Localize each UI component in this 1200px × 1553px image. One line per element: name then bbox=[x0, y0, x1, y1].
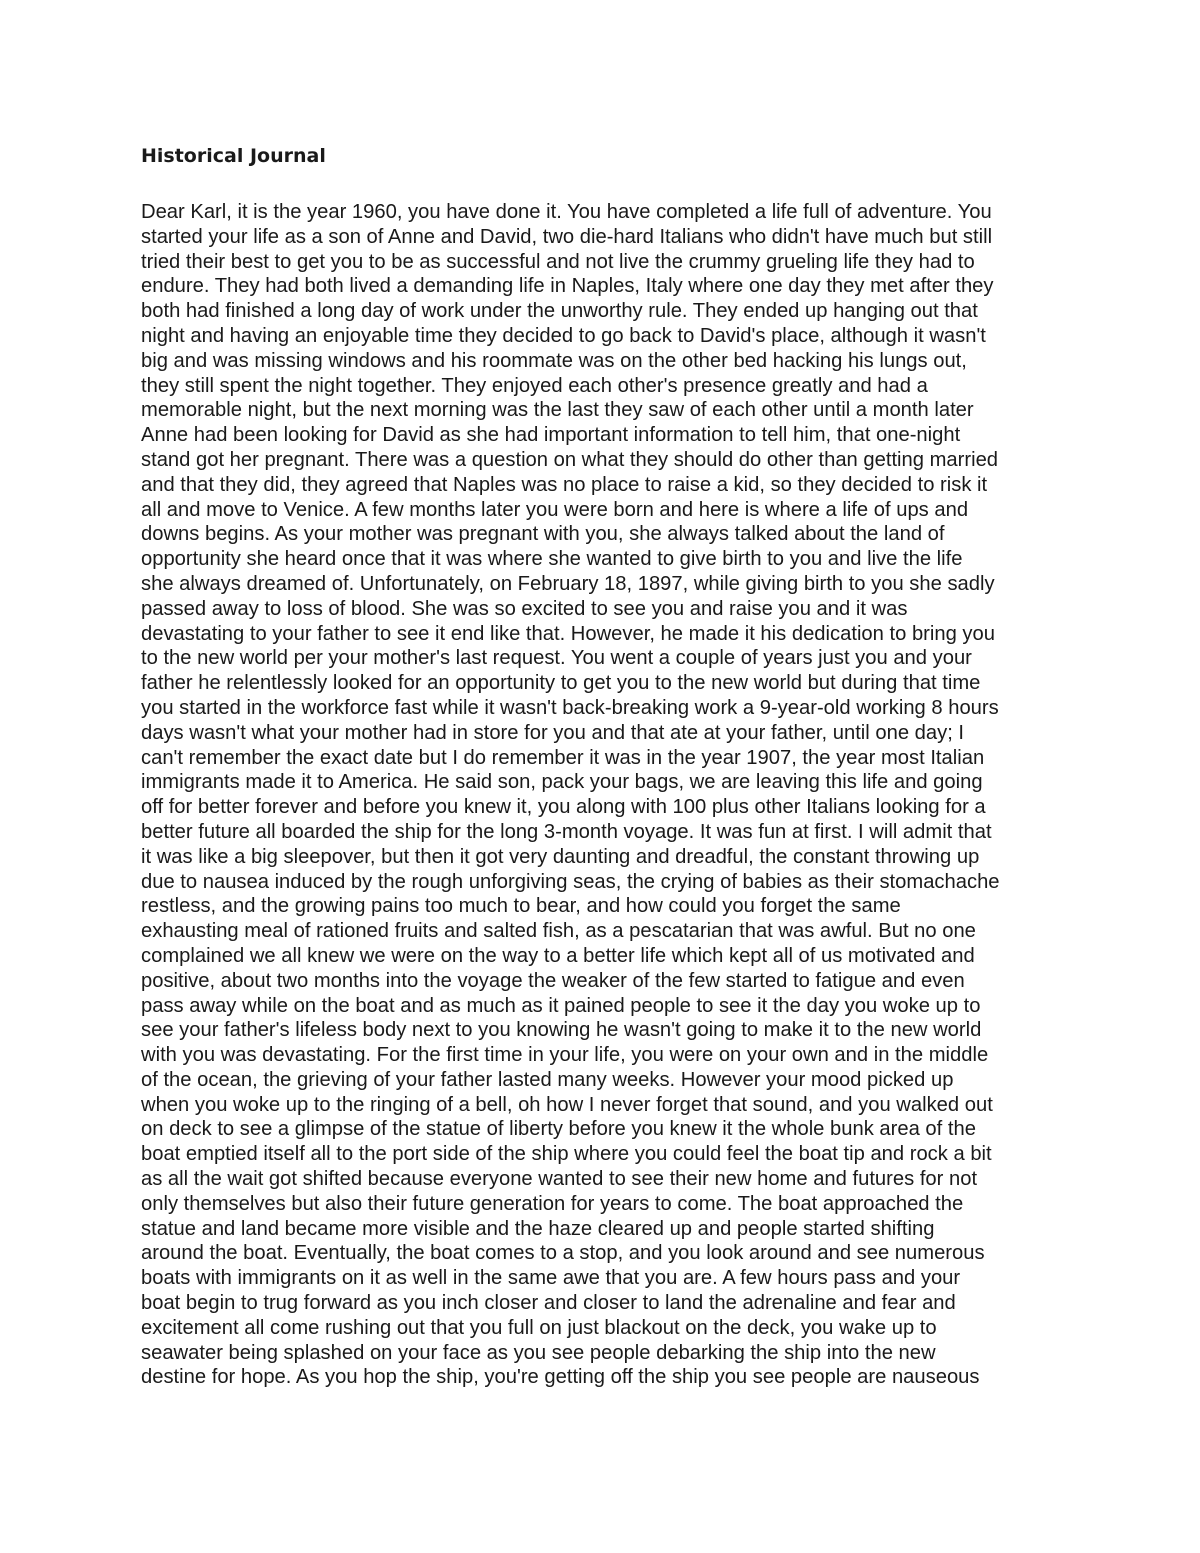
body-text-line: immigrants made it to America. He said son, pack your bags, we are leaving this life and going bbox=[141, 771, 983, 794]
body-text-line: excitement all come rushing out that you full on just blackout on the deck, you wake up to bbox=[141, 1316, 937, 1339]
body-text-line: pass away while on the boat and as much as it pained people to see it the day you woke up to bbox=[141, 994, 981, 1017]
body-text-line: boat emptied itself all to the port side of the ship where you could feel the boat tip and rock a bit bbox=[141, 1143, 992, 1166]
body-text-line: boat begin to trug forward as you inch closer and closer to land the adrenaline and fear and bbox=[141, 1292, 956, 1315]
body-text-line: father he relentlessly looked for an opportunity to get you to the new world but during that time bbox=[141, 672, 981, 695]
body-text-line: it was like a big sleepover, but then it got very daunting and dreadful, the constant throwing up bbox=[141, 845, 980, 868]
body-text-line: see your father's lifeless body next to you knowing he wasn't going to make it to the new world bbox=[141, 1019, 982, 1042]
body-text-line: positive, about two months into the voyage the weaker of the few started to fatigue and even bbox=[141, 969, 965, 992]
body-text-line: with you was devastating. For the first time in your life, you were on your own and in the middle bbox=[141, 1044, 989, 1067]
body-text-line: around the boat. Eventually, the boat comes to a stop, and you look around and see numerous bbox=[141, 1242, 985, 1265]
body-text-line: exhausting meal of rationed fruits and salted fish, as a pescatarian that was awful. But no one bbox=[141, 920, 976, 943]
body-text-line: started your life as a son of Anne and David, two die-hard Italians who didn't have much but still bbox=[141, 225, 993, 248]
body-text-line: off for better forever and before you knew it, you along with 100 plus other Italians looking for a bbox=[141, 796, 986, 819]
body-text-line: both had finished a long day of work under the unworthy rule. They ended up hanging out that bbox=[141, 300, 978, 323]
body-text-line: due to nausea induced by the rough unforgiving seas, the crying of babies as their stomachache bbox=[141, 870, 1000, 893]
body-text-line: when you woke up to the ringing of a bell, oh how I never forget that sound, and you walked out bbox=[141, 1093, 993, 1116]
body-text-line: restless, and the growing pains too much to bear, and how could you forget the same bbox=[141, 895, 901, 918]
body-text-line: devastating to your father to see it end like that. However, he made it his dedication to bring you bbox=[141, 622, 995, 645]
body-text-line: endure. They had both lived a demanding life in Naples, Italy where one day they met after they bbox=[141, 275, 994, 298]
body-text-line: they still spent the night together. They enjoyed each other's presence greatly and had a bbox=[141, 374, 928, 397]
body-text-line: and that they did, they agreed that Naples was no place to raise a kid, so they decided to risk it bbox=[141, 473, 988, 496]
body-text-line: memorable night, but the next morning was the last they saw of each other until a month later bbox=[141, 399, 974, 422]
body-text-line: seawater being splashed on your face as you see people debarking the ship into the new bbox=[141, 1341, 936, 1364]
body-text-line: days wasn't what your mother had in store for you and that ate at your father, until one day; I bbox=[141, 721, 965, 744]
body-text-line: passed away to loss of blood. She was so excited to see you and raise you and it was bbox=[141, 597, 908, 620]
body-text-line: can't remember the exact date but I do remember it was in the year 1907, the year most Italian bbox=[141, 746, 985, 769]
body-text-line: she always dreamed of. Unfortunately, on February 18, 1897, while giving birth to you she sadly bbox=[141, 572, 995, 595]
body-text-line: better future all boarded the ship for the long 3-month voyage. It was fun at first. I will admit that bbox=[141, 820, 992, 843]
body-text-line: Anne had been looking for David as she had important information to tell him, that one-night bbox=[141, 424, 961, 447]
journal-body bbox=[141, 200, 1081, 1390]
body-text-line: you started in the workforce fast while it wasn't back-breaking work a 9-year-old working 8 hours bbox=[141, 696, 999, 719]
page-title: Historical Journal bbox=[141, 145, 326, 167]
body-text-line: of the ocean, the grieving of your father lasted many weeks. However your mood picked up bbox=[141, 1068, 954, 1091]
body-text-line: as all the wait got shifted because everyone wanted to see their new home and futures for not bbox=[141, 1168, 978, 1191]
body-text-line: on deck to see a glimpse of the statue of liberty before you knew it the whole bunk area of the bbox=[141, 1118, 976, 1141]
body-text-line: opportunity she heard once that it was where she wanted to give birth to you and live the life bbox=[141, 548, 963, 571]
body-text-line: to the new world per your mother's last request. You went a couple of years just you and your bbox=[141, 647, 972, 670]
body-text-line: downs begins. As your mother was pregnant with you, she always talked about the land of bbox=[141, 523, 945, 546]
body-text-line: only themselves but also their future generation for years to come. The boat approached the bbox=[141, 1192, 964, 1215]
body-text-line: all and move to Venice. A few months later you were born and here is where a life of ups and bbox=[141, 498, 969, 521]
body-text-line: big and was missing windows and his roommate was on the other bed hacking his lungs out, bbox=[141, 349, 967, 372]
body-text-line: tried their best to get you to be as successful and not live the crummy grueling life they had to bbox=[141, 250, 975, 273]
body-text-line: boats with immigrants on it as well in the same awe that you are. A few hours pass and your bbox=[141, 1267, 961, 1290]
body-text-line: destine for hope. As you hop the ship, you're getting off the ship you see people are nauseous bbox=[141, 1366, 980, 1389]
body-text-line: statue and land became more visible and the haze cleared up and people started shifting bbox=[141, 1217, 935, 1240]
body-text-line: complained we all knew we were on the way to a better life which kept all of us motivated and bbox=[141, 944, 975, 967]
body-text-line: night and having an enjoyable time they decided to go back to David's place, although it wasn't bbox=[141, 324, 986, 347]
body-text-line: Dear Karl, it is the year 1960, you have done it. You have completed a life full of adventure. You bbox=[141, 201, 992, 223]
body-text-line: stand got her pregnant. There was a question on what they should do other than getting married bbox=[141, 448, 999, 471]
